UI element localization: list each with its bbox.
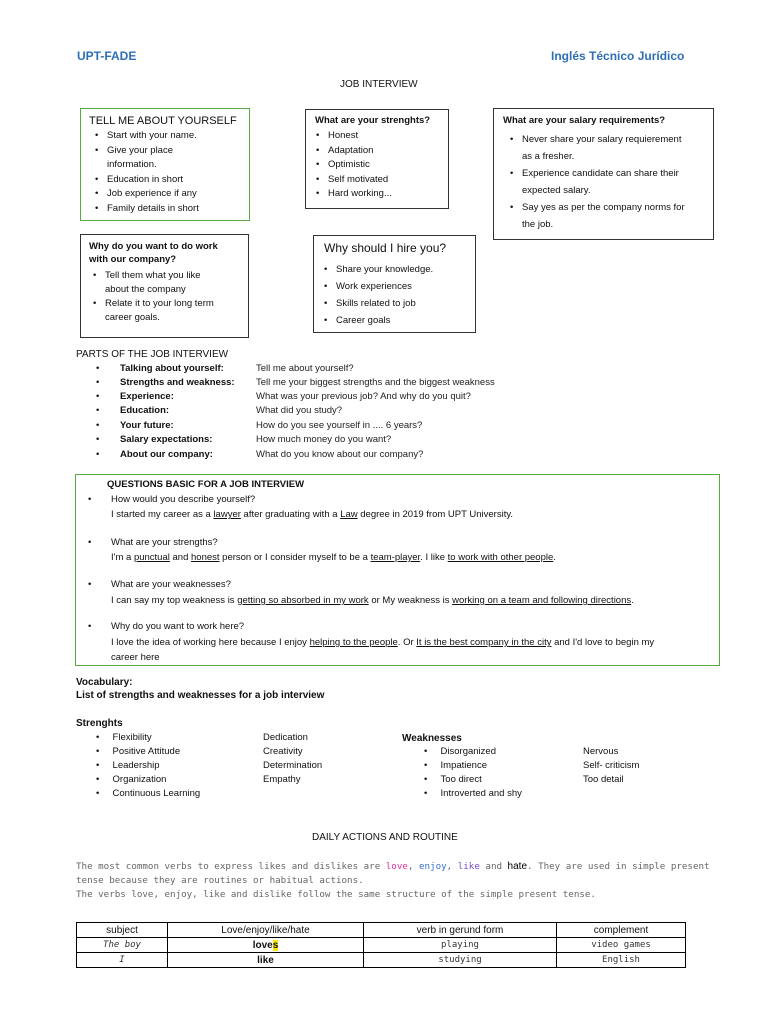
parts-question: What was your previous job? And why do you quit? [256,391,471,402]
table-cell: video games [557,938,686,953]
list-item: career goals. [105,312,160,323]
table-cell: playing [364,938,557,953]
parts-question: What did you study? [256,405,343,416]
question-text: Why do you want to work here? [111,621,245,632]
list-item: expected salary. [522,185,591,196]
list-item: Empathy [263,774,301,785]
list-item: Creativity [263,746,303,757]
box-tell-me-title: TELL ME ABOUT YOURSELF [89,115,237,127]
table-cell: loves [168,938,364,953]
answer-text: I love the idea of working here because I enjoy helping to the people. Or It is the best company in the city and I'd love to begin my [111,637,655,648]
list-item: • Flexibility [96,732,152,743]
box-why-work-title-2: with our company? [89,254,177,265]
question-text: What are your weaknesses? [111,579,231,590]
parts-label: Your future: [120,420,174,431]
box-tell-me-list [89,129,249,216]
parts-label: Talking about yourself: [120,363,224,374]
list-item: • Work experiences [318,278,474,295]
list-item: • Share your knowledge. [318,261,474,278]
parts-question: What do you know about our company? [256,449,424,460]
list-item: as a fresher. [522,151,575,162]
parts-label: Education: [120,405,170,416]
box-salary-title: What are your salary requirements? [503,115,666,126]
list-item: • Too direct [424,774,482,785]
weaknesses-col-2 [583,745,639,787]
answer-text: I'm a punctual and honest person or I consider myself to be a team-player. I like to work with other people. [111,552,556,563]
list-item: • Organization [96,774,167,785]
strengths-col-2 [263,731,322,787]
list-item: • Skills related to job [318,295,474,312]
list-item: • Honest [310,129,448,144]
list-item: Self- criticism [583,760,640,771]
parts-question: Tell me about yourself? [256,363,354,374]
list-item: Dedication [263,732,308,743]
list-item: the job. [522,219,554,230]
parts-label: Strengths and weakness: [120,377,235,388]
list-item: • Experience candidate can share their [504,165,714,182]
weaknesses-heading: Weaknesses [402,733,462,744]
header-left: UPT-FADE [77,49,137,63]
box-why-hire [313,235,476,333]
table-cell: The boy [77,938,168,953]
parts-label: About our company: [120,449,213,460]
list-item: • Give your place [89,144,249,159]
table-cell: English [557,953,686,968]
box-salary-list [504,131,714,233]
box-why-hire-title: Why should I hire you? [324,241,447,255]
table-cell: like [168,953,364,968]
list-item: • Impatience [424,760,488,771]
list-item: about the company [105,284,186,295]
box-salary [493,108,714,240]
strengths-col-1 [96,731,200,801]
box-strengths [305,109,449,209]
list-item: • Never share your salary requierement [504,131,714,148]
header-right: Inglés Técnico Jurídico [551,49,685,63]
daily-paragraph-1: The most common verbs to express likes and dislikes are love, enjoy, like and hate. They are used in simple present [76,861,710,872]
parts-question: Tell me your biggest strengths and the biggest weakness [256,377,495,388]
strengths-heading: Strenghts [76,718,123,729]
daily-paragraph-3: The verbs love, enjoy, like and dislike follow the same structure of the simple present tense. [76,889,596,900]
parts-question: How much money do you want? [256,434,392,445]
weaknesses-col-1 [424,745,522,801]
questions-title: QUESTIONS BASIC FOR A JOB INTERVIEW [107,479,305,490]
question-text: How would you describe yourself? [111,494,256,505]
list-item: • Self motivated [310,173,448,188]
table-header: subject [77,923,168,938]
box-tell-me [80,108,250,221]
list-item: • Adaptation [310,144,448,159]
list-item: • Leadership [96,760,160,771]
table-header: Love/enjoy/like/hate [168,923,364,938]
parts-title: PARTS OF THE JOB INTERVIEW [76,349,229,360]
daily-title: DAILY ACTIONS AND ROUTINE [312,832,458,843]
list-item: • Say yes as per the company norms for [504,199,714,216]
vocab-title: Vocabulary: [76,677,133,688]
list-item: • Job experience if any [89,187,249,202]
list-item: Too detail [583,774,624,785]
list-item: • Education in short [89,173,249,188]
question-text: What are your strengths? [111,537,218,548]
box-strengths-list [310,129,448,202]
list-item: Nervous [583,746,619,757]
list-item: information. [107,159,157,170]
list-item: • Introverted and shy [424,788,522,799]
list-item: • Start with your name. [89,129,249,144]
vocab-subtitle: List of strengths and weaknesses for a job interview [76,690,325,701]
daily-paragraph-2: tense because they are routines or habitual actions. [76,875,364,886]
parts-label: Experience: [120,391,174,402]
box-why-work [80,234,249,338]
table-header: verb in gerund form [364,923,557,938]
parts-label: Salary expectations: [120,434,213,445]
parts-question: How do you see yourself in .... 6 years? [256,420,423,431]
grammar-table [76,922,686,968]
list-item: • Positive Attitude [96,746,181,757]
table-cell: studying [364,953,557,968]
box-why-work-list [87,269,247,325]
box-strengths-title: What are your strenghts? [315,115,431,126]
answer-text: I can say my top weakness is getting so absorbed in my work or My weakness is working on a team and following directions. [111,595,634,606]
list-item: • Continuous Learning [96,788,201,799]
table-row [77,938,686,953]
table-cell: I [77,953,168,968]
list-item: • Hard working... [310,187,448,202]
list-item: • Tell them what you like [87,269,247,283]
answer-text: career here [111,652,160,663]
table-header: complement [557,923,686,938]
list-item: Determination [263,760,323,771]
list-item: • Family details in short [89,202,249,217]
list-item: • Optimistic [310,158,448,173]
list-item: • Disorganized [424,746,496,757]
page-title: JOB INTERVIEW [340,79,418,90]
answer-text: I started my career as a lawyer after graduating with a Law degree in 2019 from UPT University. [111,509,514,520]
list-item: • Career goals [318,312,474,329]
table-row [77,953,686,968]
list-item: • Relate it to your long term [87,297,247,311]
box-why-hire-list [318,261,474,329]
table-header-row [77,923,686,938]
box-why-work-title-1: Why do you want to do work [89,241,218,252]
